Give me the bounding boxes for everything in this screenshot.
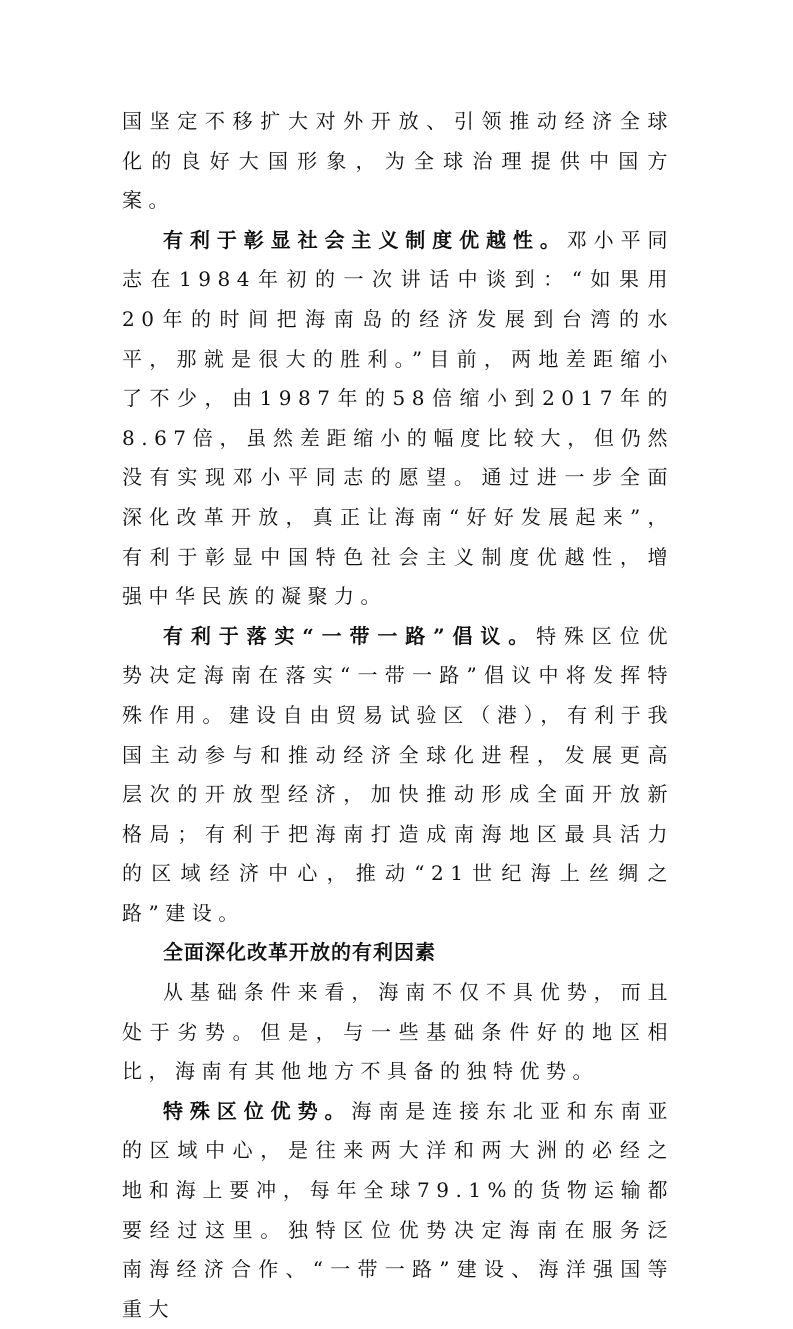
paragraph-basic-conditions [122, 973, 674, 1092]
paragraph-lead: 有利于落实“一带一路”倡议。 [163, 623, 537, 648]
paragraph-text: 邓小平同志在1984年初的一次讲话中谈到：“如果用20年的时间把海南岛的经济发展到台湾的水平，那就是很大的胜利。”目前，两地差距缩小了不少，由1987年的58倍缩小到2017年的8.67倍，虽然差距缩小的幅度比较大，但仍然没有实现邓小平同志的愿望。通过进一步全面深化改革开放，真正让海南“好好发展起来”，有利于彰显中国特色社会主义制度优越性，增强中华民族的凝聚力。 [122, 227, 675, 609]
section-heading: 全面深化改革开放的有利因素 [163, 940, 436, 965]
document-page [122, 102, 674, 1329]
paragraph-location-advantage [122, 1092, 674, 1329]
paragraph-text: 海南是连接东北亚和东南亚的区域中心，是往来两大洋和两大洲的必经之地和海上要冲，每年全球79.1%的货物运输都要经过这里。独特区位优势决定海南在服务泛南海经济合作、“一带一路”建设、海洋强国等重大 [122, 1098, 675, 1321]
paragraph-text: 特殊区位优势决定海南在落实“一带一路”倡议中将发挥特殊作用。建设自由贸易试验区（港），有利于我国主动参与和推动经济全球化进程，发展更高层次的开放型经济，加快推动形成全面开放新格局；有利于把海南打造成南海地区最具活力的区域经济中心，推动“21世纪海上丝绸之路”建设。 [122, 623, 675, 925]
paragraph-belt-and-road [122, 617, 674, 934]
paragraph-socialist-system [122, 221, 674, 617]
paragraph-continuation [122, 102, 674, 221]
paragraph-text: 国坚定不移扩大对外开放、引领推动经济全球化的良好大国形象，为全球治理提供中国方案。 [122, 109, 674, 213]
paragraph-lead: 有利于彰显社会主义制度优越性。 [163, 227, 567, 252]
paragraph-lead: 特殊区位优势。 [163, 1098, 352, 1123]
paragraph-text: 从基础条件来看，海南不仅不具优势，而且处于劣势。但是，与一些基础条件好的地区相比，海南有其他地方不具备的独特优势。 [122, 980, 674, 1084]
